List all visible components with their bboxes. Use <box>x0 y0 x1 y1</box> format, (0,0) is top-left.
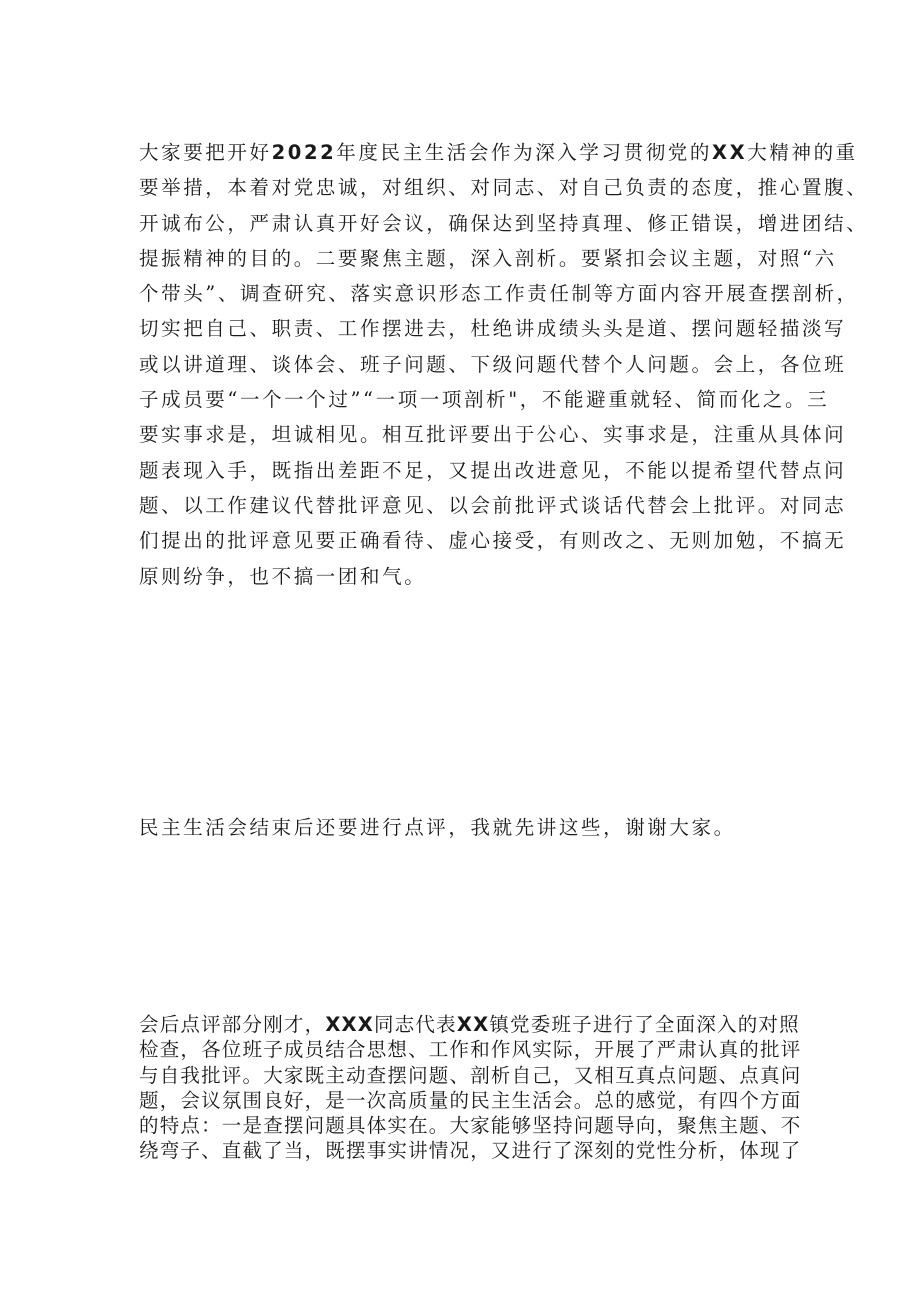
paragraph-1-line-1: 大家要把开好2022年度民主生活会作为深入学习贯彻党的XX大精神的重 <box>139 141 858 164</box>
paragraph-1-line: 开诚布公，严肃认真开好会议，确保达到坚持真理、修正错误，增进团结、 <box>139 211 869 235</box>
paragraph-1-line: 或以讲道理、谈体会、班子问题、下级问题代替个人问题。会上，各位班 <box>139 352 847 376</box>
paragraph-3-line: 与自我批评。大家既主动查摆问题、剖析自己，又相互真点问题、点真问 <box>139 1063 802 1087</box>
closing-line: 民主生活会结束后还要进行点评，我就先讲这些，谢谢大家。 <box>139 816 736 839</box>
paragraph-1-line: 题、以工作建议代替批评意见、以会前批评式谈话代替会上批评。对同志 <box>139 493 847 517</box>
paragraph-2 <box>139 810 736 845</box>
paragraph-3-line: 绕弯子、直截了当，既摆事实讲情况，又进行了深刻的党性分析，体现了 <box>139 1139 802 1163</box>
paragraph-1-line: 切实把自己、职责、工作摆进去，杜绝讲成绩头头是道、摆问题轻描淡写 <box>139 317 847 341</box>
paragraph-1-line: 提振精神的目的。二要聚焦主题，深入剖析。要紧扣会议主题，对照“六 <box>139 246 837 270</box>
paragraph-3-line: 检查，各位班子成员结合思想、工作和作风实际，开展了严肃认真的批评 <box>139 1038 802 1062</box>
paragraph-1-line: 要举措，本着对党忠诚，对组织、对同志、对自己负责的态度，推心置腹、 <box>139 176 869 200</box>
paragraph-1-line: 原则纷争，也不搞一团和气。 <box>139 564 427 588</box>
paragraph-3-line-1: 会后点评部分刚才，XXX同志代表XX镇党委班子进行了全面深入的对照 <box>139 1013 800 1036</box>
paragraph-1-line: 们提出的批评意见要正确看待、虚心接受，有则改之、无则加勉，不搞无 <box>139 529 847 553</box>
paragraph-1-line: 要实事求是，坦诚相见。相互批评要出于公心、实事求是，注重从具体问 <box>139 423 847 447</box>
paragraph-1-line: 个带头”、调查研究、落实意识形态工作责任制等方面内容开展查摆剖析， <box>139 282 859 306</box>
paragraph-3 <box>139 1012 801 1164</box>
placeholder-xx: XX <box>712 141 748 164</box>
year-number: 2022 <box>271 141 337 164</box>
placeholder-xx: XX <box>456 1013 490 1036</box>
paragraph-1 <box>139 135 868 594</box>
paragraph-1-line: 题表现入手，既指出差距不足，又提出改进意见，不能以提希望代替点问 <box>139 458 847 482</box>
paragraph-3-line: 的特点：一是查摆问题具体实在。大家能够坚持问题导向，聚焦主题、不 <box>139 1114 802 1138</box>
placeholder-xxx: XXX <box>325 1013 375 1036</box>
paragraph-3-line: 题，会议氛围良好，是一次高质量的民主生活会。总的感觉，有四个方面 <box>139 1088 802 1112</box>
paragraph-1-line: 子成员要“一个一个过”“一项一项剖析"，不能避重就轻、简而化之。三 <box>139 388 830 412</box>
